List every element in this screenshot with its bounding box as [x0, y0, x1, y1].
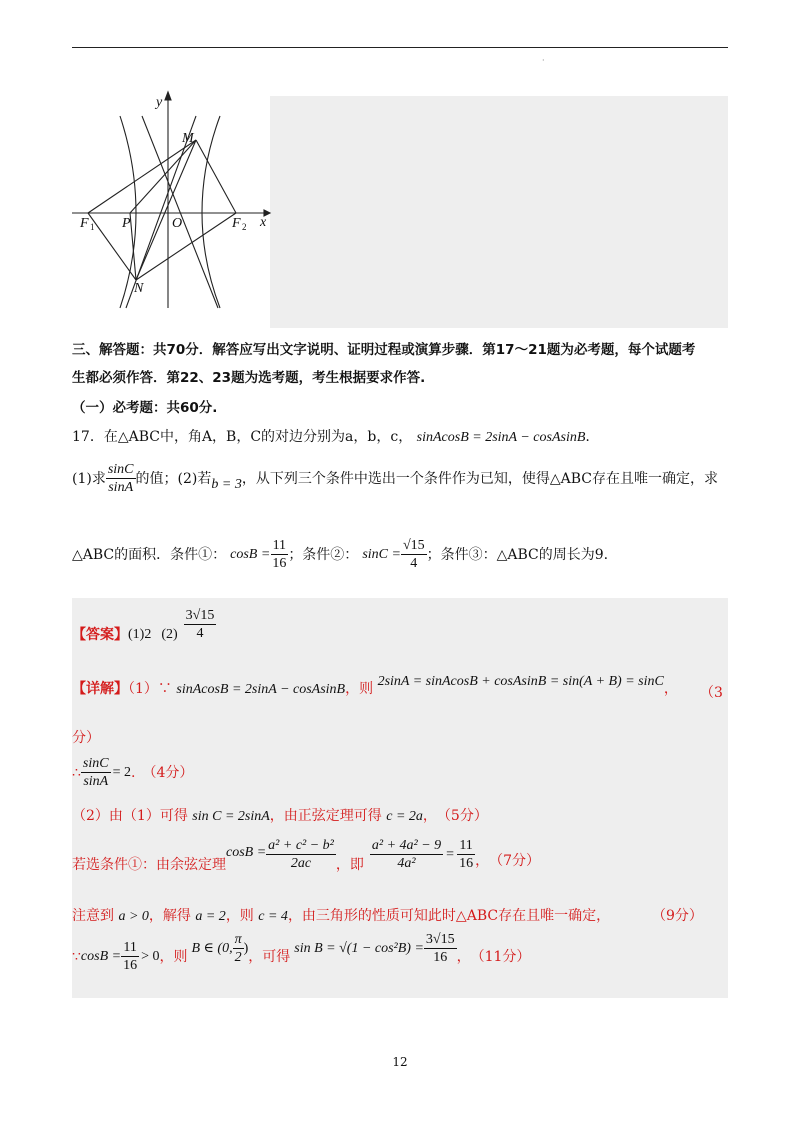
- detail-p6-den-2: 16: [433, 950, 448, 965]
- q17-frac-den: sinA: [108, 480, 134, 495]
- page-number: 12: [392, 1055, 408, 1069]
- q17-part1-pre: (1)求: [72, 470, 106, 487]
- answer-part-2-frac: [184, 608, 217, 641]
- detail-line-3: [72, 806, 488, 827]
- segment-PN: [130, 213, 136, 280]
- detail-p1-score-2: 分）: [72, 730, 100, 746]
- label-x: x: [260, 215, 267, 230]
- detail-p2-score: . （4分）: [131, 764, 194, 781]
- q17-cond1-frac: [270, 538, 288, 571]
- detail-p3-equation: sin C = 2sinA: [192, 809, 270, 824]
- detail-p1-end: ，: [663, 681, 678, 697]
- detail-line-2: [72, 756, 193, 789]
- q17-intro: 17．在△ABC中，角A，B，C的对边分别为a，b，c，: [72, 429, 413, 445]
- detail-p5-mid: ，解得: [148, 908, 191, 924]
- segment-MP: [130, 140, 196, 213]
- detail-line-6: [72, 932, 531, 973]
- detail-p2-den: sinA: [83, 774, 109, 789]
- detail-p4-num-2: a² + 4a² − 9: [371, 838, 442, 853]
- detail-p6-num-1: 11: [123, 940, 137, 955]
- detail-p6-frac-1: [121, 940, 139, 973]
- detail-p5-pre: 注意到: [72, 908, 114, 924]
- detail-p1-mid: ，则: [345, 681, 374, 697]
- detail-line-1: [72, 674, 678, 700]
- segment-NF2: [136, 213, 236, 280]
- q17-given-equation: sinAcosB = 2sinA − cosAsinB: [416, 430, 586, 445]
- answer-part-2: (2): [161, 626, 178, 642]
- detail-p4-den-1: 2ac: [290, 856, 312, 871]
- detail-p4-den-3: 16: [459, 856, 474, 871]
- q17-line-3: [72, 538, 608, 571]
- q17-cond2-pre: ；条件②：: [288, 546, 359, 563]
- label-F2-sub: 2: [242, 222, 247, 232]
- detail-p1-pre: （1）∵: [128, 681, 172, 697]
- q17-b-equation: b = 3: [211, 476, 242, 492]
- detail-p4-den-2: 4a²: [397, 856, 416, 871]
- q17-line3-pre: △ABC的面积．条件①：: [72, 546, 227, 563]
- q17-cond3: ；条件③：△ABC的周长为9.: [426, 546, 609, 563]
- detail-p2-frac: [81, 756, 111, 789]
- detail-line-4: [72, 838, 540, 871]
- figure-shaded-area: [270, 96, 728, 328]
- answer-part-1: (1)2: [128, 626, 152, 642]
- detail-p3-pre: （2）由（1）可得: [72, 808, 188, 824]
- label-F1: F: [80, 216, 89, 231]
- detail-p1-score: （3: [700, 685, 723, 701]
- section-3-line-1: 三、解答题：共70分．解答应写出文字说明、证明过程或演算步骤．第17～21题为必考题，每个试题考: [72, 342, 696, 358]
- detail-p1-equation-2: 2sinA = sinAcosB + cosAsinB = sin(A + B) = sinC: [377, 674, 664, 689]
- y-axis-arrow: [165, 92, 171, 100]
- detail-p3-mid: ，由正弦定理可得: [269, 808, 382, 824]
- q17-cond2-lhs: sinC =: [362, 546, 401, 562]
- detail-p2-pre: ∴: [72, 764, 81, 781]
- answer-frac-num: 3√15: [185, 608, 215, 623]
- q17-frac-num: sinC: [107, 462, 134, 477]
- q17-fraction: [106, 462, 136, 495]
- q17-cond2-den: 4: [410, 556, 418, 571]
- q17-cond2-num: √15: [402, 538, 425, 553]
- q17-cond2-frac: [401, 538, 427, 571]
- answer-line: [72, 608, 216, 641]
- detail-p4-frac-2: [370, 838, 443, 871]
- hyperbola-left-branch: [120, 116, 136, 308]
- detail-p6-lhs: cosB =: [80, 948, 122, 964]
- detail-p4-eq: =: [446, 846, 455, 862]
- label-O: O: [172, 216, 183, 231]
- detail-tag: 【详解】: [72, 681, 128, 697]
- detail-p6-mid-2: ，可得: [248, 948, 291, 965]
- detail-p5-eq-3: c = 4: [258, 909, 288, 924]
- q17-part2-text: ，从下列三个条件中选出一个条件作为已知，使得△ABC存在且唯一确定，求: [241, 470, 718, 487]
- detail-p4-num-3: 11: [459, 838, 473, 853]
- header-rule: [72, 47, 728, 48]
- detail-p6-two: 2: [234, 950, 242, 965]
- detail-p5-post: ，由三角形的性质可知此时△ABC存在且唯一确定，: [287, 908, 611, 924]
- detail-p3-score: ， （5分）: [422, 808, 488, 824]
- answer-tag: 【答案】: [72, 626, 128, 643]
- header-dot: ·: [542, 56, 545, 65]
- detail-p6-score: ， （11分）: [456, 948, 531, 965]
- label-P: P: [122, 216, 131, 231]
- detail-p2-eq: = 2: [112, 764, 132, 780]
- section-3-sub-heading: （一）必考题：共60分.: [72, 400, 218, 416]
- detail-p5-eq: a > 0: [118, 909, 149, 924]
- detail-p4-score: ， （7分）: [475, 852, 540, 869]
- detail-p5-eq-2: a = 2: [195, 909, 226, 924]
- section-3-line-2: 生都必须作答．第22、23题为选考题，考生根据要求作答.: [72, 370, 426, 386]
- q17-part1-post: 的值；(2)若: [135, 470, 212, 487]
- detail-p4-pre: 若选条件①：由余弦定理: [72, 856, 226, 873]
- detail-p5-mid-2: ，则: [225, 908, 254, 924]
- detail-p1-equation: sinAcosB = 2sinA − cosAsinB: [176, 682, 346, 697]
- q17-line-1: [72, 427, 590, 448]
- detail-p6-pi: π: [234, 932, 242, 947]
- detail-p6-gt: > 0: [141, 948, 160, 964]
- detail-p6-in: B ∈ (0,: [191, 940, 233, 956]
- label-y: y: [156, 95, 163, 110]
- detail-p6-close: ): [243, 940, 249, 956]
- hyperbola-right-branch: [202, 116, 220, 308]
- label-N: N: [134, 281, 144, 296]
- detail-p4-frac-1: [266, 838, 336, 871]
- detail-p5-score: （9分）: [652, 908, 703, 924]
- detail-p4-frac-3: [457, 838, 475, 871]
- q17-cond1-den: 16: [272, 556, 287, 571]
- detail-p6-mid: ，则: [159, 948, 188, 965]
- line-1: [142, 116, 218, 308]
- detail-p6-num-2: 3√15: [425, 932, 455, 947]
- answer-frac-den: 4: [196, 626, 204, 641]
- detail-p4-mid: ，即: [335, 856, 364, 873]
- detail-p6-eq: sin B = √(1 − cos²B) =: [294, 940, 424, 956]
- detail-p6-frac-2: [424, 932, 457, 965]
- detail-p4-num-1: a² + c² − b²: [268, 838, 334, 853]
- detail-p6-pre: ∵: [72, 948, 81, 965]
- detail-p3-equation-2: c = 2a: [386, 809, 423, 824]
- label-F1-sub: 1: [90, 222, 95, 232]
- q17-line-2: [72, 462, 718, 495]
- detail-p6-den-1: 16: [123, 958, 138, 973]
- hyperbola-figure: [72, 86, 272, 312]
- detail-p2-num: sinC: [82, 756, 109, 771]
- detail-p6-pi-frac: [233, 932, 244, 965]
- label-M: M: [182, 131, 194, 146]
- q17-cond1-lhs: cosB =: [230, 546, 271, 562]
- q17-cond1-num: 11: [272, 538, 287, 553]
- q17-end-dot: .: [585, 429, 590, 445]
- label-F2: F: [232, 216, 241, 231]
- detail-line-5: [72, 906, 610, 927]
- segment-MN: [136, 140, 196, 280]
- detail-p4-lhs: cosB =: [226, 844, 267, 860]
